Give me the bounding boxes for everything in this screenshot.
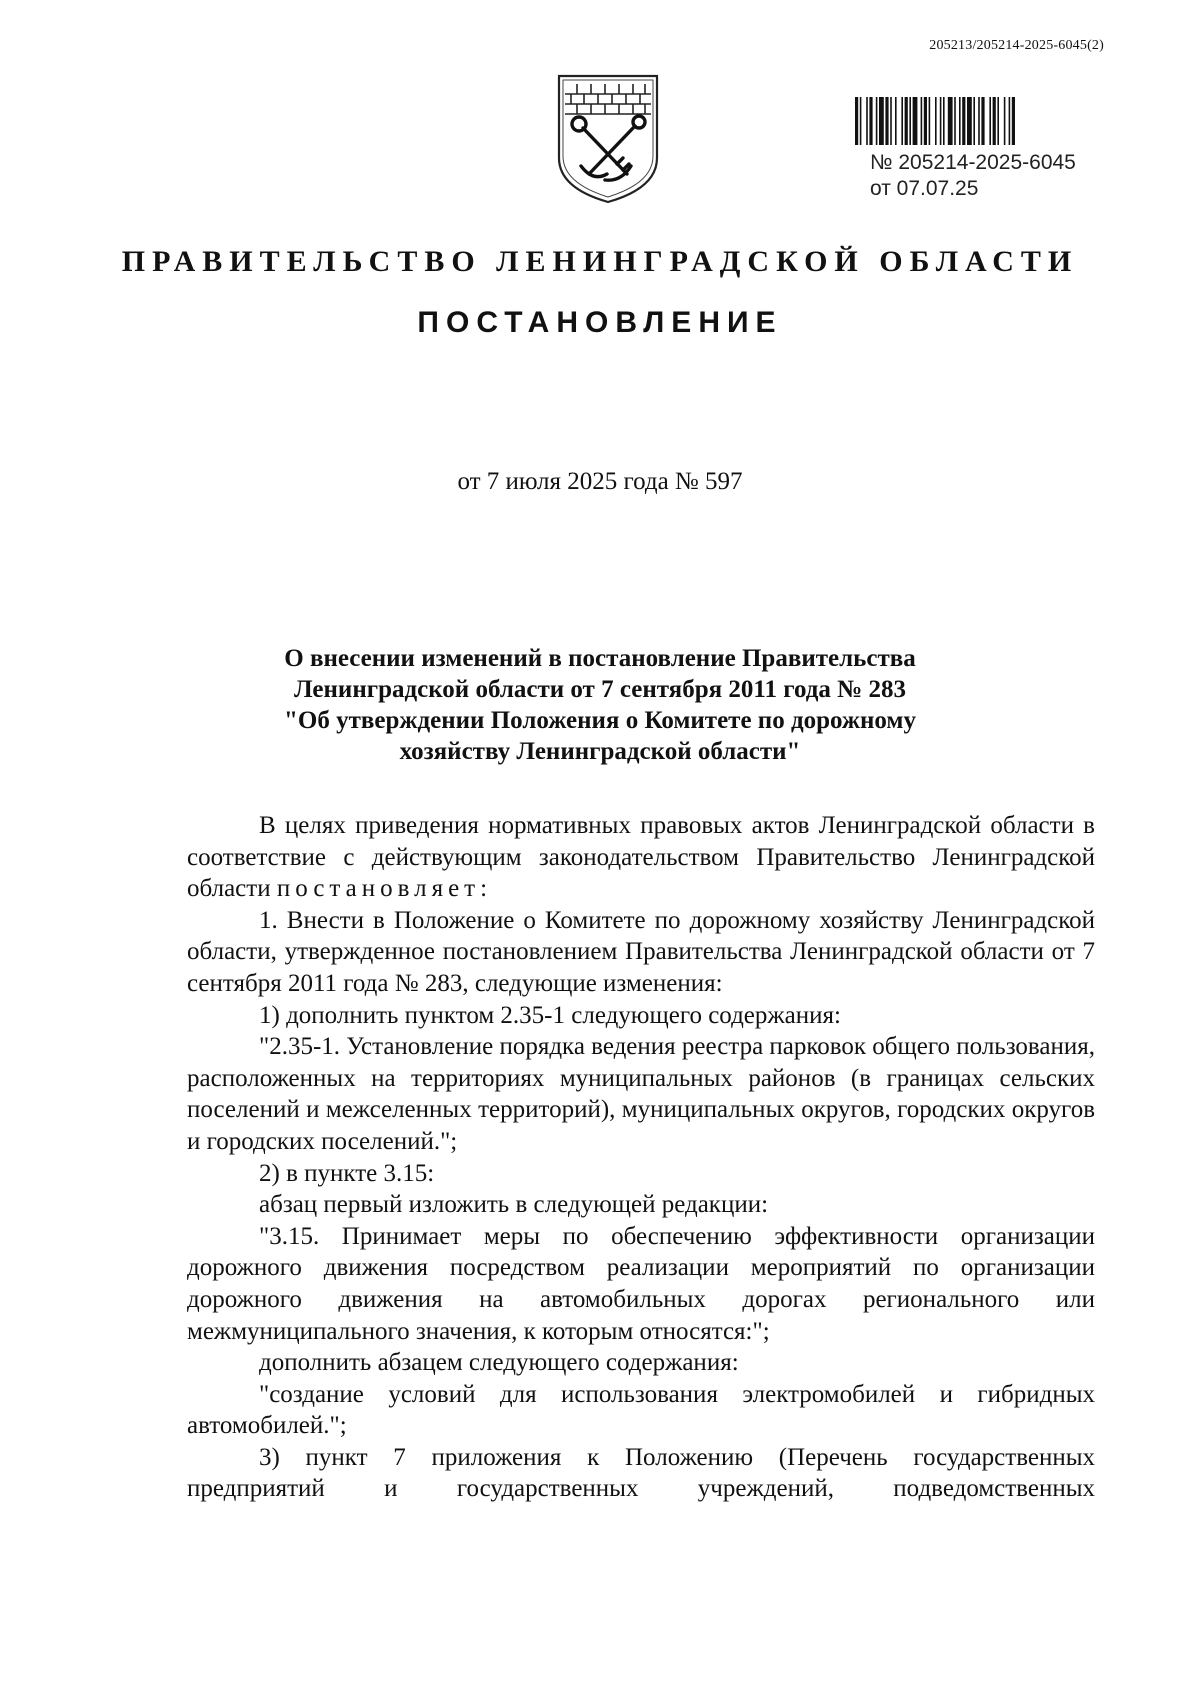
registration-code: 205213/205214-2025-6045(2) (929, 38, 1104, 53)
registration-number: № 205214-2025-6045 (870, 151, 1076, 174)
document-type: ПОСТАНОВЛЕНИЕ (417, 306, 783, 339)
decree-word: постановляет: (276, 875, 493, 903)
subitem-2-text: "3.15. Принимает меры по обеспечению эффективности организации дорожного движения посредством реализации мероприятий по организации дорожного движения на автомобильных дорогах регионального или межмуниципального значения, к которым относятся:"; (187, 1222, 1095, 1345)
item-1: 1. Внести в Положение о Комитете по дорожному хозяйству Ленинградской области, утвержденное постановлением Правительства Ленинградской области от 7 сентября 2011 года № 283, следующие изменения: (187, 906, 1095, 997)
subject-line: Ленинградской области от 7 сентября 2011 года № 283 (293, 676, 907, 703)
document-body (187, 810, 1095, 1505)
intro-paragraph (187, 810, 1095, 905)
subitem-1: 1) дополнить пунктом 2.35-1 следующего содержания: (259, 1001, 841, 1029)
coat-of-arms-icon (553, 70, 663, 204)
subject-line: "Об утверждении Положения о Комитете по дорожному (284, 707, 916, 734)
subitem-2: 2) в пункте 3.15: (259, 1159, 435, 1187)
subitem-2-paragraph-b: дополнить абзацем следующего содержания: (259, 1349, 739, 1377)
barcode-icon (855, 97, 1113, 145)
subitem-2-b-text: "создание условий для использования электромобилей и гибридных автомобилей."; (187, 1380, 1095, 1440)
government-title: ПРАВИТЕЛЬСТВО ЛЕНИНГРАДСКОЙ ОБЛАСТИ (121, 245, 1079, 278)
subitem-1-text: "2.35-1. Установление порядка ведения реестра парковок общего пользования, расположенных на территориях муниципальных районов (в границах сельских поселений и межселенных территорий), муниципальных округов, городских округов и городских поселений."; (187, 1033, 1095, 1155)
registration-block (870, 150, 1076, 202)
subject-line: хозяйству Ленинградской области" (399, 738, 801, 765)
document-date: от 7 июля 2025 года № 597 (457, 468, 743, 495)
subject-line: О внесении изменений в постановление Правительства (284, 645, 916, 672)
intro-text: В целях приведения нормативных правовых актов Ленинградской области в соответствие с действующим законодательством Правительство Ленинградской области (187, 812, 1095, 903)
subitem-2-paragraph-a: абзац первый изложить в следующей редакции: (259, 1191, 769, 1219)
subitem-3: 3) пункт 7 приложения к Положению (Перечень государственных предприятий и государственных учреждений, подведомственных (187, 1443, 1095, 1503)
document-subject (240, 643, 960, 767)
registration-date: от 07.07.25 (870, 177, 979, 200)
